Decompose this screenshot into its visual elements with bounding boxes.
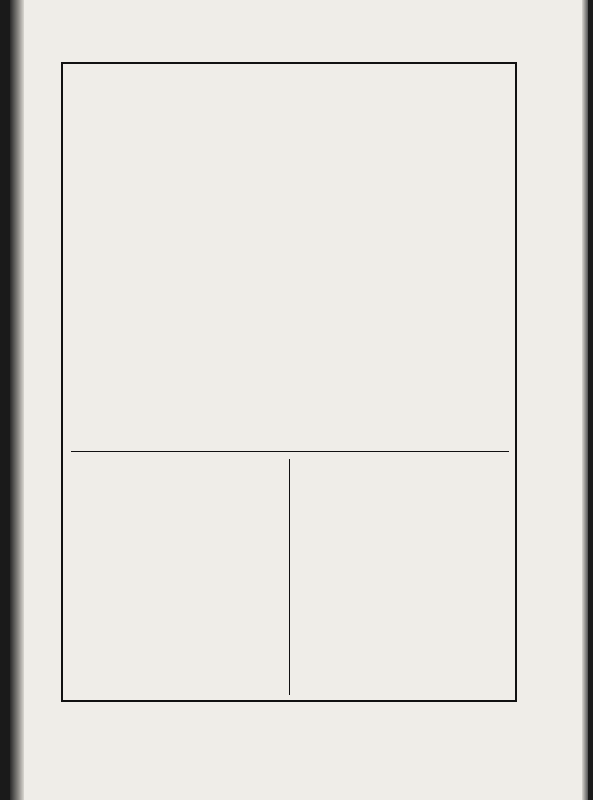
column-divider (289, 459, 290, 695)
page-edge (582, 0, 588, 800)
book-spine (10, 0, 24, 800)
book-page (10, 0, 588, 800)
page-frame (61, 62, 517, 702)
section-divider (71, 451, 509, 452)
